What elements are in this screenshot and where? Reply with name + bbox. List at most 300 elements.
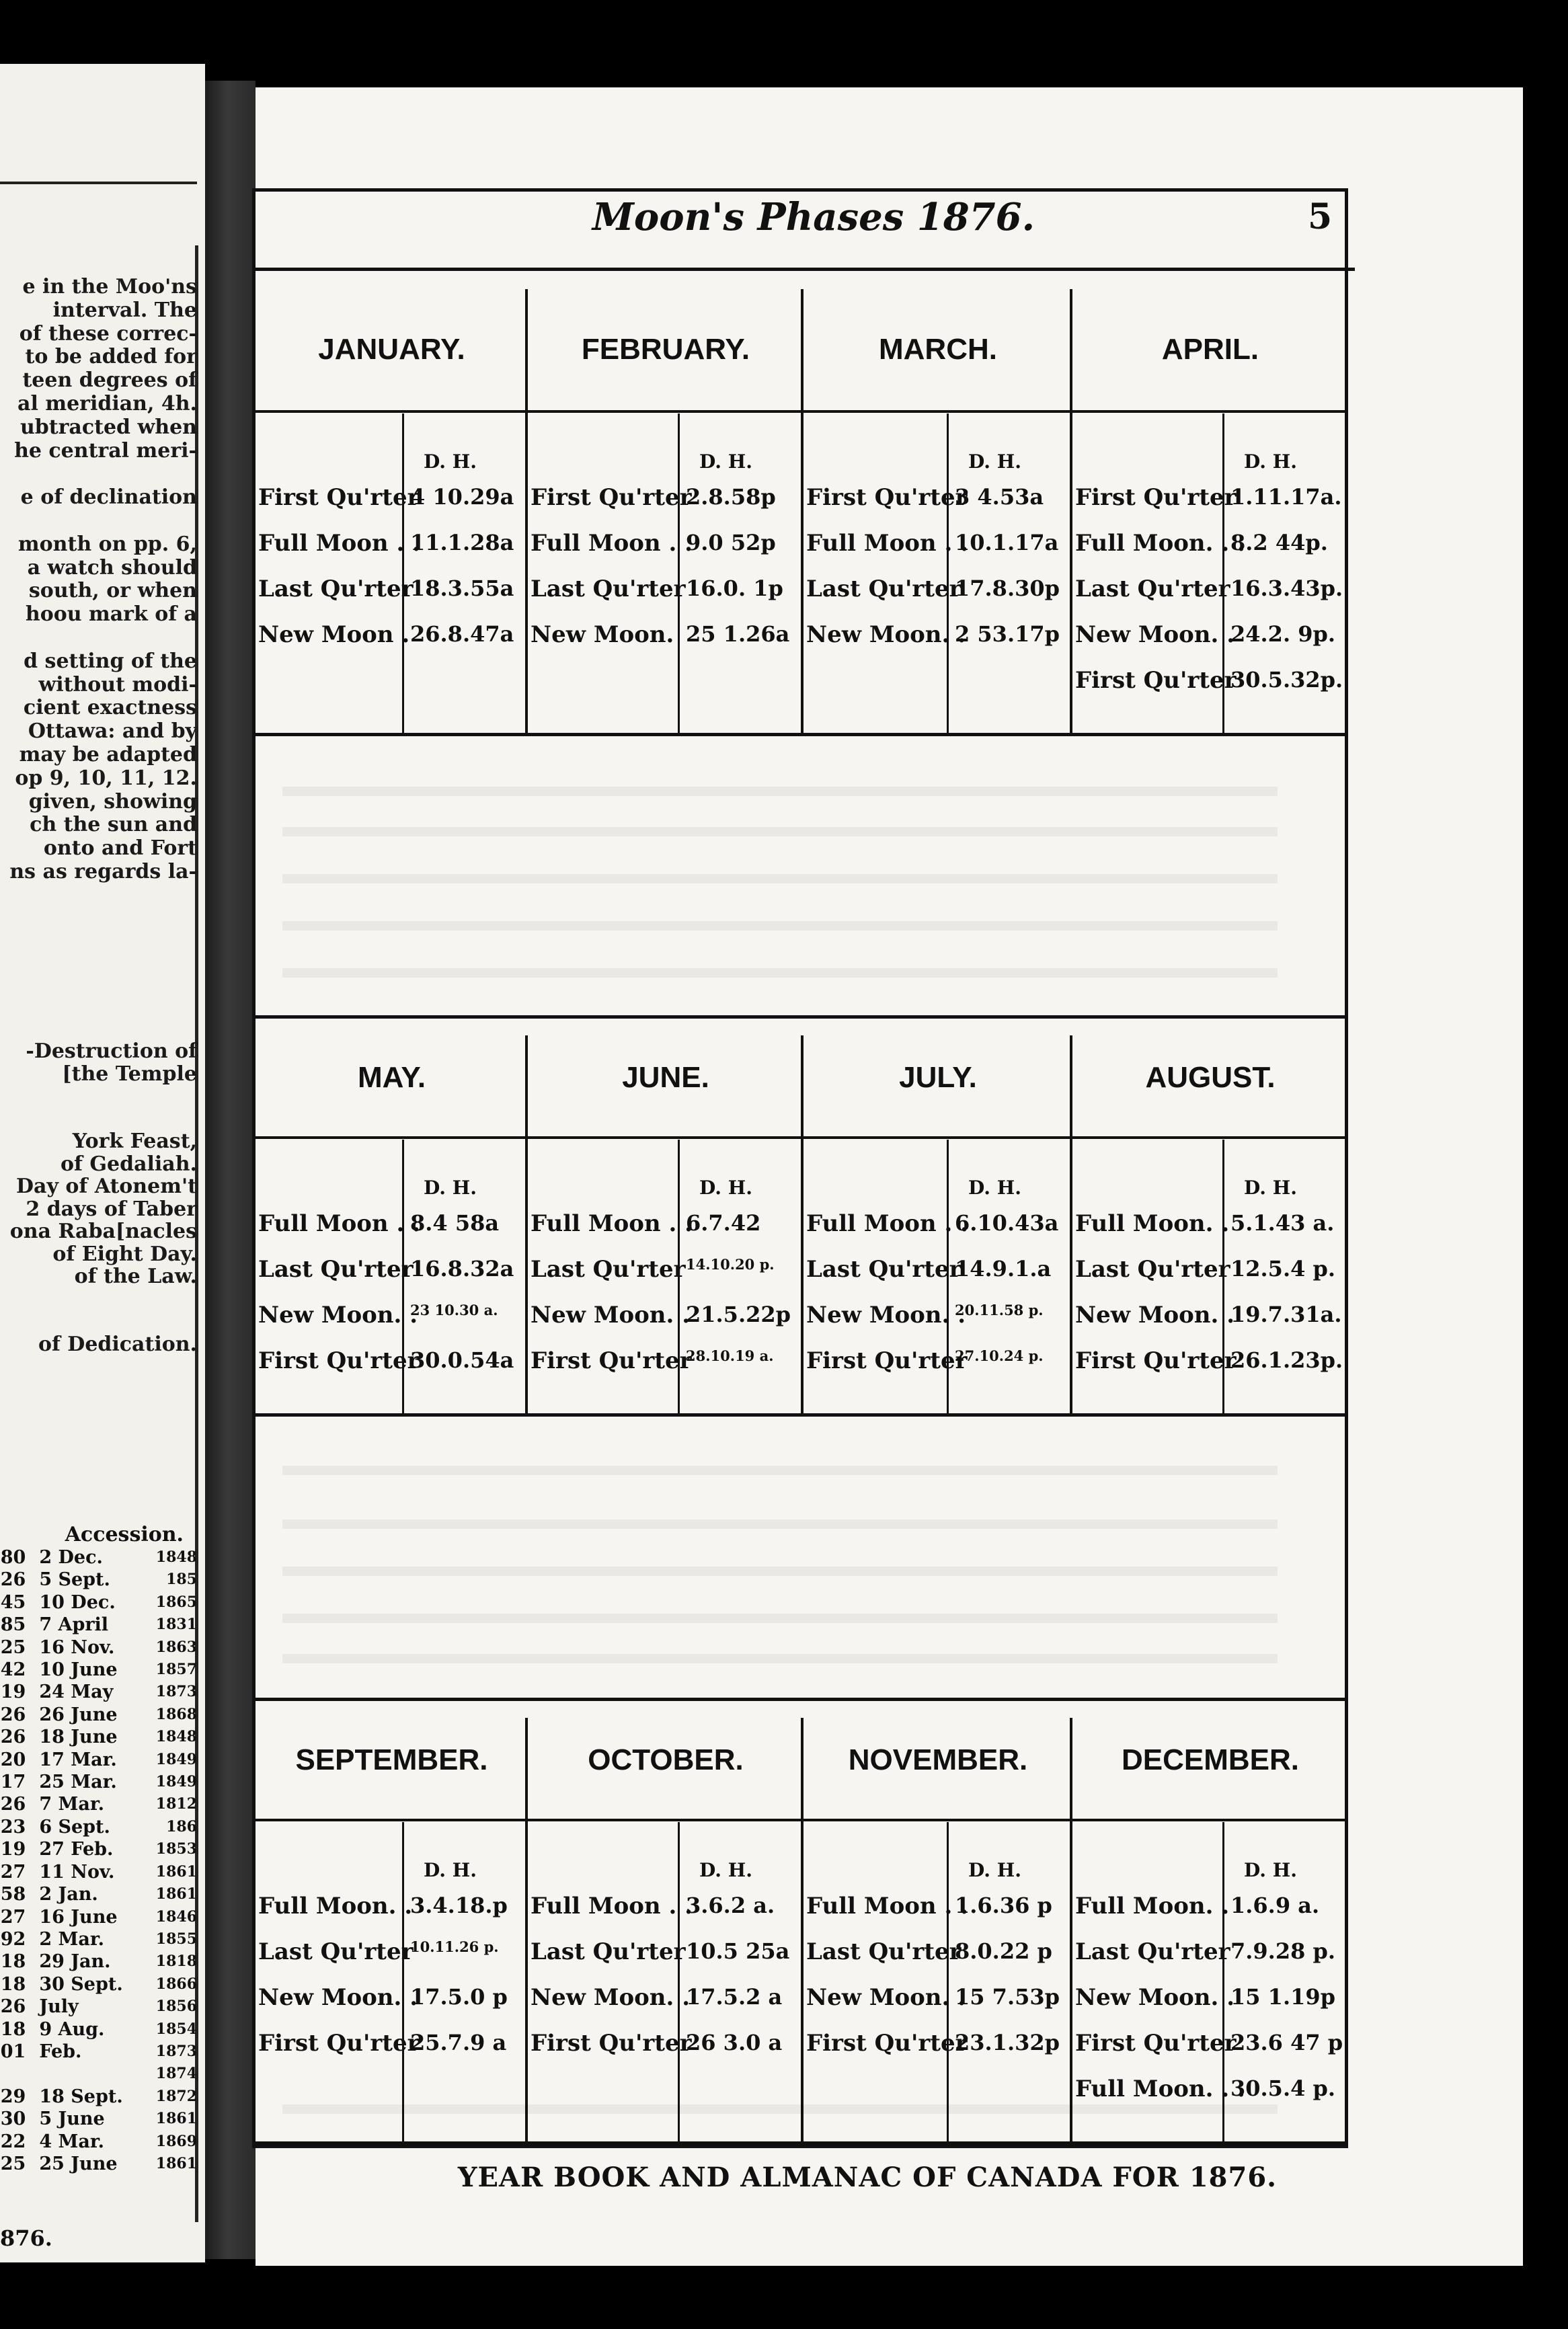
phase-label: Full Moon . . <box>806 530 968 557</box>
month-name: NOVEMBER. <box>848 1743 1028 1776</box>
value-column-rule <box>947 1822 949 2141</box>
phase-time-value: 1.6.9 a. <box>1230 1893 1320 1918</box>
phase-label: First Qu'rter <box>1075 2030 1237 2057</box>
phase-row <box>256 576 514 602</box>
accession-cell: 1873 <box>155 1683 197 1701</box>
phase-label: First Qu'rter <box>806 484 968 511</box>
accession-cell: 2 Jan. <box>39 1884 98 1905</box>
accession-row <box>0 1659 197 1681</box>
phase-row <box>528 1256 775 1283</box>
left-page-text-line: ubtracted when <box>19 415 197 439</box>
phase-label: Last Qu'rter <box>531 1938 686 1965</box>
accession-cell: 18 <box>0 1973 26 1995</box>
phase-time-value: 23 10.30 a. <box>410 1302 498 1318</box>
accession-cell <box>0 2063 26 2085</box>
phase-label: First Qu'rter <box>258 1347 420 1374</box>
accession-row <box>0 2086 197 2108</box>
phase-label: New Moon. . <box>806 1302 966 1329</box>
month-column <box>803 269 1072 733</box>
accession-cell: 9 Aug. <box>39 2018 105 2040</box>
accession-cell: 1874 <box>155 2065 197 2083</box>
accession-cell: 01 <box>0 2041 26 2062</box>
phase-time-value: 27.10.24 p. <box>955 1347 1044 1364</box>
phase-time-value: 8.4 58a <box>410 1210 500 1236</box>
left-page-text-line: cient exactness <box>23 696 197 720</box>
accession-cell: 20 <box>0 1749 26 1770</box>
phase-label: First Qu'rter <box>531 1347 692 1374</box>
phase-row <box>803 1893 1052 1920</box>
left-page-top-rule <box>0 182 197 184</box>
phase-label: New Moon. . <box>531 1984 691 2011</box>
accession-cell: 25 June <box>39 2153 118 2174</box>
day-hour-header: D. H. <box>699 1859 752 1881</box>
value-column-rule <box>402 1822 404 2141</box>
phase-time-value: 14.9.1.a <box>955 1256 1052 1281</box>
bleed-through-texture <box>282 1519 1278 1529</box>
phase-time-value: 21.5.22p <box>686 1302 791 1327</box>
phase-label: Full Moon . . <box>531 530 693 557</box>
month-column <box>803 1698 1072 2141</box>
left-page-text-line: of these correc- <box>19 321 197 346</box>
left-page-text-line: e of declination <box>20 485 197 510</box>
left-page-feast-line: of Gedaliah. <box>61 1152 197 1176</box>
phase-time-value: 8.2 44p. <box>1230 530 1328 555</box>
phase-row <box>528 530 776 557</box>
phase-label: New Moon . <box>258 621 410 648</box>
accession-row <box>0 1569 197 1591</box>
phase-time-value: 24.2. 9p. <box>1230 621 1335 647</box>
month-name: DECEMBER. <box>1121 1743 1300 1776</box>
bleed-through-texture <box>282 1567 1278 1576</box>
day-hour-header: D. H. <box>968 1177 1021 1199</box>
accession-row <box>0 2108 197 2130</box>
accession-header: Accession. <box>65 1523 184 1546</box>
phase-time-value: 26 3.0 a <box>686 2030 783 2055</box>
accession-cell: 4 Mar. <box>39 2131 105 2152</box>
accession-cell: 19 <box>0 1682 26 1703</box>
accession-cell: 16 Nov. <box>39 1636 115 1658</box>
accession-cell: 1863 <box>155 1638 197 1656</box>
phase-row <box>528 621 789 648</box>
accession-row <box>0 1749 197 1771</box>
day-hour-header: D. H. <box>968 450 1021 473</box>
phase-time-value: 9.0 52p <box>686 530 776 555</box>
accession-cell: 1855 <box>155 1930 197 1948</box>
phase-label: Last Qu'rter <box>1075 1938 1230 1965</box>
phase-row <box>528 1893 775 1920</box>
phase-row <box>256 1210 499 1237</box>
phase-time-value: 30.5.4 p. <box>1230 2076 1335 2101</box>
phase-row <box>528 484 776 511</box>
phase-label: New Moon. . <box>806 621 966 648</box>
phase-row <box>1072 576 1343 602</box>
accession-cell: 1861 <box>155 2110 197 2128</box>
phase-label: First Qu'rter <box>531 2030 692 2057</box>
phase-label: First Qu'rter <box>806 2030 968 2057</box>
bleed-through-texture <box>282 1654 1278 1663</box>
accession-row <box>0 2041 197 2063</box>
phase-label: Full Moon . . <box>806 1210 968 1237</box>
quarter-bottom-rule <box>256 1413 1348 1417</box>
accession-cell: 1818 <box>155 1952 197 1971</box>
accession-cell: 1869 <box>155 2132 197 2150</box>
phase-time-value: 17.5.0 p <box>410 1984 508 2010</box>
phase-row <box>256 1347 514 1374</box>
quarter-block <box>256 269 1348 740</box>
month-column <box>528 1698 803 2141</box>
phase-label: Last Qu'rter <box>806 576 962 602</box>
accession-row <box>0 1996 197 2018</box>
accession-cell: 6 Sept. <box>39 1816 110 1838</box>
phase-time-value: 11.1.28a <box>410 530 514 555</box>
phase-row <box>803 1210 1058 1237</box>
phase-time-value: 25.7.9 a <box>410 2030 507 2055</box>
left-page-feast-line: of Eight Day. <box>52 1242 197 1266</box>
accession-cell: 85 <box>0 1614 26 1636</box>
phase-label: Last Qu'rter <box>1075 1256 1230 1283</box>
phase-time-value: 7.9.28 p. <box>1230 1938 1335 1964</box>
day-hour-header: D. H. <box>1244 1177 1297 1199</box>
left-page-feast-line: [the Temple <box>62 1062 197 1086</box>
accession-cell: 25 Mar. <box>39 1772 117 1793</box>
accession-cell: 80 <box>0 1547 26 1568</box>
accession-cell: 30 <box>0 2108 26 2130</box>
accession-row <box>0 1973 197 1996</box>
value-column-rule <box>678 413 680 733</box>
quarter-bottom-rule <box>256 2141 1348 2145</box>
left-page-feast-line: -Destruction of <box>26 1039 197 1063</box>
accession-cell: 45 <box>0 1591 26 1613</box>
accession-cell: 1868 <box>155 1705 197 1723</box>
phase-row <box>803 1938 1052 1965</box>
accession-cell: 1861 <box>155 2154 197 2172</box>
accession-cell: 27 Feb. <box>39 1839 114 1860</box>
accession-cell: 10 June <box>39 1659 118 1681</box>
left-page-feast-line: Day of Atonem't <box>16 1175 197 1198</box>
phase-time-value: 12.5.4 p. <box>1230 1256 1335 1281</box>
phase-row <box>256 484 514 511</box>
bleed-through-texture <box>282 1614 1278 1623</box>
left-page-text-line: ns as regards la- <box>9 860 197 883</box>
accession-cell: 2 Dec. <box>39 1547 103 1568</box>
left-page-feast-line: of the Law. <box>74 1265 197 1288</box>
accession-cell: 25 <box>0 1636 26 1658</box>
left-page-text-line: ch the sun and <box>30 813 197 837</box>
phase-label: Last Qu'rter <box>258 1938 414 1965</box>
phase-label: New Moon. <box>531 621 674 648</box>
bleed-through-texture <box>282 921 1278 931</box>
left-page-text-line: he central meri- <box>14 438 197 463</box>
day-hour-header: D. H. <box>424 450 477 473</box>
accession-cell: 1866 <box>155 1975 197 1993</box>
phase-label: First Qu'rter <box>258 484 420 511</box>
phase-label: First Qu'rter <box>806 1347 968 1374</box>
left-page-feast-line: of Dedication. <box>38 1332 197 1356</box>
accession-cell: 25 <box>0 2153 26 2174</box>
accession-row <box>0 1546 197 1569</box>
accession-cell: 24 May <box>39 1682 114 1703</box>
accession-cell: 186 <box>166 1817 197 1835</box>
day-hour-header: D. H. <box>699 1177 752 1199</box>
accession-row <box>0 1883 197 1905</box>
day-hour-header: D. H. <box>699 450 752 473</box>
accession-cell: 30 Sept. <box>39 1973 123 1995</box>
accession-row <box>0 1928 197 1950</box>
accession-cell: 27 <box>0 1906 26 1928</box>
month-column <box>256 269 528 733</box>
month-column <box>1072 269 1348 733</box>
day-hour-header: D. H. <box>424 1859 477 1881</box>
accession-row <box>0 1816 197 1838</box>
left-page-text-line: op 9, 10, 11, 12. <box>15 766 197 790</box>
phase-time-value: 16.3.43p. <box>1230 576 1343 601</box>
accession-cell: 1849 <box>155 1750 197 1768</box>
phase-row <box>528 1984 782 2011</box>
accession-cell: 1856 <box>155 1998 197 2016</box>
left-facing-page <box>0 64 205 2262</box>
accession-cell: 185 <box>166 1571 197 1589</box>
accession-table <box>0 1523 197 2175</box>
phase-label: First Qu'rter <box>1075 1347 1237 1374</box>
phase-row <box>1072 621 1335 648</box>
phase-label: New Moon. . <box>258 1302 418 1329</box>
phase-time-value: 16.8.32a <box>410 1256 514 1281</box>
left-page-feast-line: ona Raba[nacles <box>9 1220 197 1243</box>
left-page-text-line: month on pp. 6, <box>17 532 197 556</box>
phase-row <box>256 2030 506 2057</box>
accession-cell: 17 <box>0 1772 26 1793</box>
accession-cell: 26 <box>0 1704 26 1725</box>
phase-label: Last Qu'rter <box>531 1256 686 1283</box>
accession-row <box>0 1636 197 1659</box>
phase-row <box>256 1938 499 1965</box>
phase-row <box>528 1302 791 1329</box>
phase-time-value: 23.6 47 p <box>1230 2030 1343 2055</box>
month-name: FEBRUARY. <box>581 333 750 366</box>
phase-label: Full Moon. . . <box>1075 2076 1245 2102</box>
left-page-text-line: interval. The <box>52 298 197 322</box>
left-page-footer: 876. <box>0 2225 52 2251</box>
phase-row <box>1072 1302 1341 1329</box>
month-column <box>256 1015 528 1413</box>
phase-row <box>1072 1938 1335 1965</box>
bleed-through-texture <box>282 1466 1278 1475</box>
accession-cell: 1846 <box>155 1907 197 1926</box>
book-gutter <box>205 81 256 2259</box>
accession-cell: Feb. <box>39 2041 82 2062</box>
phase-time-value: 1.11.17a. <box>1230 484 1342 510</box>
phase-label: New Moon. . <box>1075 1302 1235 1329</box>
accession-cell <box>26 2063 155 2085</box>
accession-cell: 1812 <box>155 1795 197 1813</box>
accession-cell: 23 <box>0 1816 26 1838</box>
accession-cell: 1853 <box>155 1840 197 1858</box>
phase-time-value: 10.11.26 p. <box>410 1938 499 1955</box>
value-column-rule <box>678 1822 680 2141</box>
left-page-feast-line: 2 days of Taber <box>26 1197 197 1221</box>
phase-time-value: 4 10.29a <box>410 484 514 510</box>
accession-cell: 1848 <box>155 1728 197 1746</box>
phase-row <box>1072 1984 1335 2011</box>
phase-time-value: 30.0.54a <box>410 1347 514 1373</box>
accession-row <box>0 1838 197 1860</box>
month-column <box>1072 1698 1348 2141</box>
phase-row <box>803 530 1058 557</box>
phase-label: Full Moon . . <box>531 1893 693 1920</box>
phase-label: First Qu'rter <box>1075 667 1237 694</box>
accession-cell: 11 Nov. <box>39 1861 115 1883</box>
phase-row <box>803 1256 1051 1283</box>
accession-cell: 16 June <box>39 1906 118 1928</box>
month-name: APRIL. <box>1161 333 1259 366</box>
month-column <box>803 1015 1072 1413</box>
left-page-text-line: without modi- <box>38 672 197 697</box>
phase-label: First Qu'rter <box>531 484 692 511</box>
phase-row <box>256 1256 514 1283</box>
left-page-text-line: onto and Fort <box>43 836 197 861</box>
phase-time-value: 28.10.19 a. <box>686 1347 774 1364</box>
phase-row <box>528 1210 760 1237</box>
phase-label: New Moon. . <box>1075 621 1235 648</box>
phase-label: Full Moon. . <box>1075 1893 1230 1920</box>
phase-time-value: 30.5.32p. <box>1230 667 1343 693</box>
accession-cell: 7 Mar. <box>39 1794 105 1815</box>
accession-cell: 26 <box>0 1794 26 1815</box>
accession-row <box>0 1614 197 1636</box>
quarter-bottom-rule <box>256 733 1348 736</box>
accession-cell: 1861 <box>155 1862 197 1881</box>
phase-row <box>528 1347 774 1374</box>
accession-cell: 26 <box>0 1727 26 1748</box>
phase-time-value: 1.6.36 p <box>955 1893 1052 1918</box>
day-hour-header: D. H. <box>1244 450 1297 473</box>
phase-time-value: 8.0.22 p <box>955 1938 1052 1964</box>
phase-row <box>1072 2076 1335 2102</box>
accession-cell: 19 <box>0 1839 26 1860</box>
bleed-through-texture <box>282 968 1278 978</box>
phase-time-value: 6.7.42 <box>686 1210 761 1236</box>
left-page-text-line: d setting of the <box>24 649 197 673</box>
day-hour-header: D. H. <box>1244 1859 1297 1881</box>
phase-time-value: 20.11.58 p. <box>955 1302 1044 1318</box>
phase-label: Full Moon. . <box>258 1893 413 1920</box>
accession-cell: 42 <box>0 1659 26 1681</box>
phase-time-value: 17.5.2 a <box>686 1984 783 2010</box>
phase-time-value: 3.6.2 a. <box>686 1893 775 1918</box>
accession-cell: 58 <box>0 1884 26 1905</box>
phase-label: First Qu'rter <box>258 2030 420 2057</box>
phase-row <box>1072 1347 1343 1374</box>
phase-time-value: 23.1.32p <box>955 2030 1060 2055</box>
accession-cell: 18 <box>0 2018 26 2040</box>
quarter-block <box>256 1015 1348 1432</box>
accession-cell: 17 Mar. <box>39 1749 117 1770</box>
phase-label: New Moon. . <box>531 1302 691 1329</box>
phase-label: First Qu'rter <box>1075 484 1237 511</box>
bleed-through-texture <box>282 787 1278 796</box>
value-column-rule <box>402 413 404 733</box>
phase-label: Full Moon . . <box>258 1210 420 1237</box>
phase-time-value: 16.0. 1p <box>686 576 783 601</box>
page-number: 5 <box>1308 196 1333 237</box>
phase-row <box>803 1302 1044 1329</box>
month-name: MAY. <box>357 1061 426 1094</box>
accession-cell: 26 <box>0 1996 26 2018</box>
phase-row <box>1072 484 1341 511</box>
accession-row <box>0 1861 197 1883</box>
phase-row <box>803 484 1044 511</box>
accession-cell: 10 Dec. <box>39 1591 116 1613</box>
accession-cell: 1848 <box>155 1548 197 1566</box>
month-column <box>1072 1015 1348 1413</box>
accession-cell: 5 June <box>39 2108 105 2130</box>
phase-time-value: 3 4.53a <box>955 484 1044 510</box>
page-footer: YEAR BOOK AND ALMANAC OF CANADA FOR 1876. <box>457 2162 1278 2193</box>
quarter-block <box>256 1698 1348 2148</box>
accession-cell: 5 Sept. <box>39 1569 110 1591</box>
phase-row <box>528 1938 789 1965</box>
month-name: SEPTEMBER. <box>295 1743 488 1776</box>
accession-cell: 1831 <box>155 1616 197 1634</box>
accession-cell: 22 <box>0 2131 26 2152</box>
month-column <box>528 1015 803 1413</box>
phase-time-value: 15 7.53p <box>955 1984 1060 2010</box>
phase-label: New Moon. . <box>1075 1984 1235 2011</box>
phase-label: Full Moon . . <box>531 1210 693 1237</box>
accession-cell: July <box>39 1996 79 2018</box>
accession-cell: 1861 <box>155 1885 197 1903</box>
month-column <box>528 269 803 733</box>
phase-label: Full Moon. . <box>1075 1210 1230 1237</box>
phase-time-value: 10.5 25a <box>686 1938 790 1964</box>
bleed-through-texture <box>282 827 1278 836</box>
phase-row <box>528 2030 782 2057</box>
phase-label: New Moon. . <box>258 1984 418 2011</box>
phase-time-value: 26.1.23p. <box>1230 1347 1343 1373</box>
phase-time-value: 14.10.20 p. <box>686 1256 775 1273</box>
phase-label: Full Moon. . . <box>1075 530 1245 557</box>
left-page-feast-line: York Feast, <box>72 1130 197 1153</box>
left-page-text-line: a watch should <box>27 555 197 580</box>
month-column <box>256 1698 528 2141</box>
phase-time-value: 18.3.55a <box>410 576 514 601</box>
phase-time-value: 3.4.18.p <box>410 1893 508 1918</box>
left-page-text-line: hoou mark of a <box>25 602 197 627</box>
accession-cell: 26 <box>0 1569 26 1591</box>
accession-cell: 29 Jan. <box>39 1951 111 1973</box>
accession-row <box>0 2063 197 2085</box>
phase-label: Last Qu'rter <box>806 1938 962 1965</box>
month-name: AUGUST. <box>1145 1061 1276 1094</box>
day-hour-header: D. H. <box>968 1859 1021 1881</box>
left-page-text-line: Ottawa: and by <box>28 719 197 744</box>
phase-time-value: 2 53.17p <box>955 621 1060 647</box>
phase-row <box>256 1893 508 1920</box>
phase-time-value: 5.1.43 a. <box>1230 1210 1335 1236</box>
phase-label: Full Moon . . <box>806 1893 968 1920</box>
phase-label: Full Moon . . <box>258 530 420 557</box>
bleed-through-texture <box>282 874 1278 883</box>
month-name: OCTOBER. <box>588 1743 744 1776</box>
accession-cell: 1854 <box>155 2020 197 2038</box>
phase-label: Last Qu'rter <box>806 1256 962 1283</box>
phase-row <box>803 576 1060 602</box>
left-page-text-line: e in the Moo'ns <box>22 275 197 299</box>
accession-row <box>0 1704 197 1726</box>
accession-row <box>0 1681 197 1703</box>
phase-time-value: 26.8.47a <box>410 621 514 647</box>
accession-row <box>0 2153 197 2175</box>
